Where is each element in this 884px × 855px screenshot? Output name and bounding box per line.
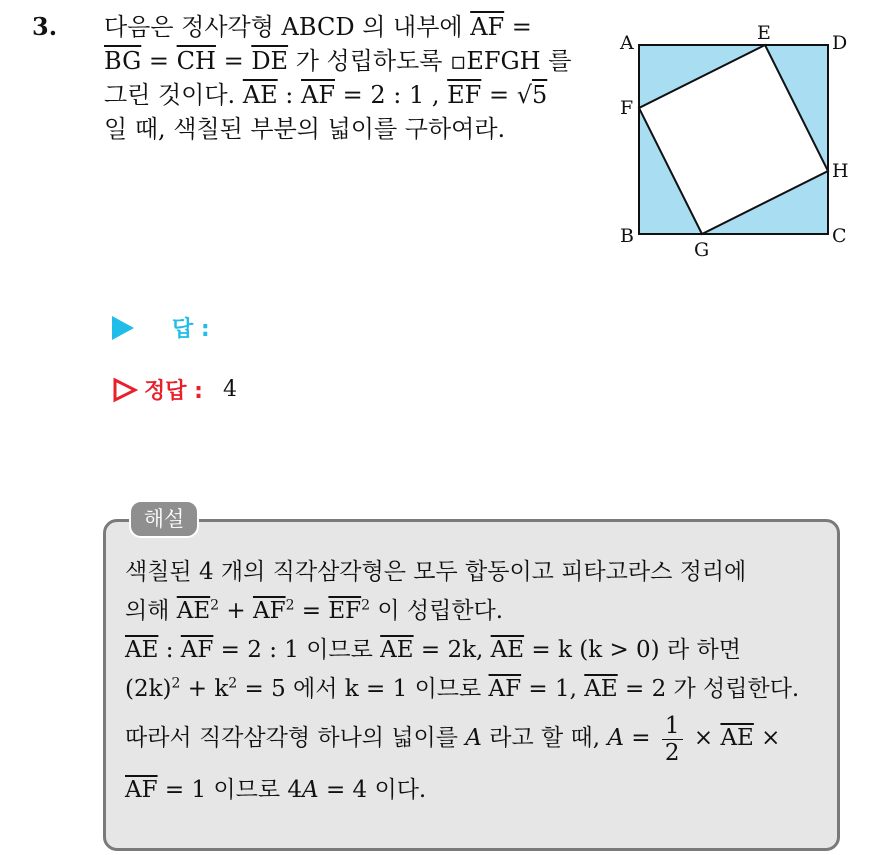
denominator: 2 xyxy=(664,739,680,766)
segment-af: $\overline{AF}$ xyxy=(252,598,286,624)
numerator: 1 xyxy=(662,713,683,740)
text: 그린 것이다. xyxy=(104,81,243,109)
solution-line-5 xyxy=(125,709,837,767)
variable-a: A xyxy=(607,725,624,751)
text: 가 성립하도록 ▫EFGH 를 xyxy=(288,47,572,75)
text: 다음은 정사각형 ABCD 의 내부에 xyxy=(104,13,471,41)
segment-ef: $\overline{EF}$ xyxy=(328,598,362,624)
solution-line-3 xyxy=(125,631,837,670)
label-g: G xyxy=(694,239,710,261)
problem-line-2 xyxy=(104,44,594,78)
variable-a: A xyxy=(302,777,319,803)
text: : xyxy=(277,81,302,109)
solution-tab: 해설 xyxy=(129,500,199,538)
variable-a: A xyxy=(465,725,482,751)
text: = 5 에서 k = 1 이므로 xyxy=(237,676,489,702)
text: = xyxy=(294,598,329,624)
exponent: 2 xyxy=(285,597,295,614)
label-h: H xyxy=(832,160,849,182)
answer-row xyxy=(112,312,210,343)
text: = 2 : 1 , xyxy=(335,81,448,109)
segment-af: $\overline{AF}$ xyxy=(125,777,158,803)
text: (2k) xyxy=(125,676,172,702)
label-f: F xyxy=(620,97,634,119)
segment-af: $\overline{AF}$ xyxy=(180,637,214,663)
problem-number: 3. xyxy=(32,12,58,41)
segment-ae: $\overline{AE}$ xyxy=(490,637,525,663)
solution-line-6 xyxy=(125,771,837,810)
solution-text xyxy=(125,553,837,810)
text: = 2 가 성립한다. xyxy=(617,676,800,702)
segment-ef: $\overline{EF}$ xyxy=(447,81,482,109)
text: = k (k > 0) 라 하면 xyxy=(524,637,741,663)
label-e: E xyxy=(757,22,771,44)
segment-ch: $\overline{CH}$ xyxy=(176,47,216,75)
problem-line-1 xyxy=(104,10,594,44)
text: × xyxy=(686,725,721,751)
label-a: A xyxy=(620,32,634,54)
segment-bg: $\overline{BG}$ xyxy=(104,47,142,75)
exponent: 2 xyxy=(171,675,181,692)
segment-ae: $\overline{AE}$ xyxy=(380,637,414,663)
text: = xyxy=(215,47,252,75)
text: = 2k, xyxy=(413,637,491,663)
solution-line-4 xyxy=(125,670,837,709)
play-icon xyxy=(112,316,134,340)
correct-answer-label: 정답 : xyxy=(144,379,203,404)
segment-ae: $\overline{AE}$ xyxy=(125,637,159,663)
segment-ae: $\overline{AE}$ xyxy=(720,725,754,751)
segment-ae: $\overline{AE}$ xyxy=(176,598,211,624)
segment-af: $\overline{AF}$ xyxy=(301,81,335,109)
square-diagram xyxy=(612,22,862,262)
correct-answer-value: 4 xyxy=(222,377,237,402)
segment-af: $\overline{AF}$ xyxy=(488,676,522,702)
text: = 1, xyxy=(521,676,585,702)
text: = 2 : 1 이므로 xyxy=(213,637,381,663)
text: + xyxy=(219,598,253,624)
text: = 4 이다. xyxy=(318,777,427,803)
problem-statement xyxy=(104,10,594,146)
label-b: B xyxy=(620,225,634,247)
sqrt-sign: √ xyxy=(516,81,532,109)
text: = xyxy=(623,725,658,751)
text: = xyxy=(481,81,517,109)
radicand: 5 xyxy=(531,81,548,109)
text: + k xyxy=(180,676,229,702)
label-c: C xyxy=(832,225,847,247)
segment-ae: $\overline{AE}$ xyxy=(242,81,278,109)
segment-ae: $\overline{AE}$ xyxy=(584,676,618,702)
solution-line-2 xyxy=(125,592,837,631)
text: 의해 xyxy=(125,598,177,624)
segment-de: $\overline{DE}$ xyxy=(251,47,289,75)
segment-af: $\overline{AF}$ xyxy=(470,13,505,41)
fraction-one-half xyxy=(662,713,683,766)
exponent: 2 xyxy=(210,597,220,614)
text: 따라서 직각삼각형 하나의 넓이를 xyxy=(125,725,466,751)
exponent: 2 xyxy=(361,597,371,614)
text: = 1 이므로 4 xyxy=(157,777,303,803)
sqrt-five xyxy=(517,78,548,112)
text: = xyxy=(504,13,532,41)
text: 라고 할 때, xyxy=(481,725,608,751)
correct-answer-row xyxy=(112,374,237,405)
text: : xyxy=(158,637,181,663)
text: = xyxy=(141,47,177,75)
text: × xyxy=(753,725,781,751)
answer-label: 답 : xyxy=(172,317,210,342)
exponent: 2 xyxy=(228,675,238,692)
solution-line-1: 색칠된 4 개의 직각삼각형은 모두 합동이고 피타고라스 정리에 xyxy=(125,559,747,585)
outline-play-icon xyxy=(112,377,138,403)
problem-line-3 xyxy=(104,78,594,112)
problem-line-4: 일 때, 색칠된 부분의 넓이를 구하여라. xyxy=(104,115,506,143)
text: 이 성립한다. xyxy=(370,598,504,624)
label-d: D xyxy=(832,32,848,54)
